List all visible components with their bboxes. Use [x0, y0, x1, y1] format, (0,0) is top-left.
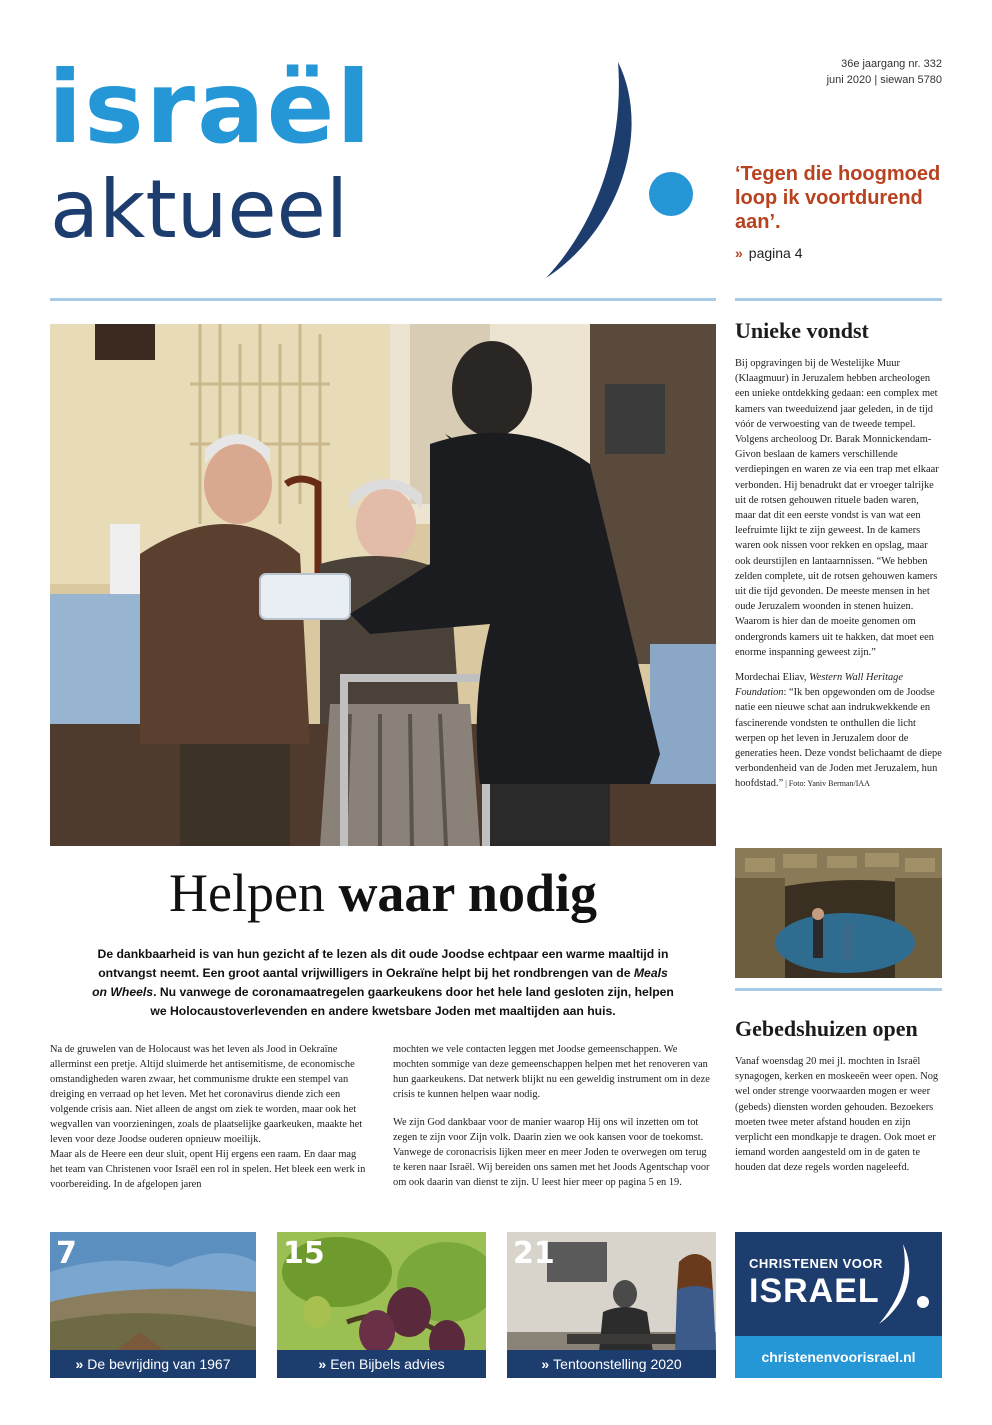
- main-photo-illustration: [50, 324, 716, 846]
- sidebar-article-vondst: [735, 356, 942, 802]
- issue-info: [827, 56, 942, 88]
- tile-caption[interactable]: [507, 1350, 716, 1378]
- tile-caption-label: De bevrijding van 1967: [87, 1356, 231, 1372]
- arrow-icon: »: [735, 245, 743, 261]
- article-paragraph: Maar als de Heere een deur sluit, opent Hij ergens een raam. En daar mag het team van Christenen voor Israël een rol in spelen. Het bleek een werk in voorbereiding. In de afgelopen jaren: [50, 1149, 366, 1190]
- promo-slash-icon: [875, 1242, 935, 1326]
- intro-part-1: De dankbaarheid is van hun gezicht af te lezen als dit oude Joodse echtpaar een warme maaltijd in ontvangst neemt. Een groot aantal vrijwilligers in Oekraïne helpt bij het rondbrengen van de: [97, 947, 669, 980]
- logo-slash-icon: [540, 60, 700, 282]
- intro-part-2: . Nu vanwege de coronamaatregelen gaarkeukens door het hele land gesloten zijn, helpen we Holocaustoverlevenden en andere kwetsbare Joden met maaltijden aan huis.: [150, 985, 674, 1018]
- headline-bold: waar nodig: [338, 863, 597, 923]
- tile-caption-label: Tentoonstelling 2020: [553, 1356, 682, 1372]
- promo-url[interactable]: christenenvoorisrael.nl: [735, 1336, 942, 1378]
- tile-caption-label: Een Bijbels advies: [330, 1356, 445, 1372]
- tile-caption[interactable]: [277, 1350, 486, 1378]
- article-paragraph: We zijn God dankbaar voor de manier waarop Hij ons wil inzetten om tot zegen te zijn voor Zijn volk. Daarin zien we ook kansen voor de toekomst. Vanwege de coronacrisis lijken meer en meer Joden te overwegen om terug te keren naar Israël. Wij bereiden ons samen met het Joods Agentschap voor om ook daarin van dienst te zijn. U leest hier meer op pagina 5 en 19.: [393, 1117, 710, 1188]
- divider-main: [50, 298, 716, 301]
- tile-page-number: 7: [56, 1236, 77, 1271]
- article-column-1: [50, 1042, 366, 1205]
- tile-page-number: 21: [513, 1236, 555, 1271]
- promo-christenen-voor-israel[interactable]: [735, 1232, 942, 1378]
- arrow-icon: »: [541, 1356, 550, 1372]
- intro-text: [90, 945, 676, 1021]
- teaser-page-label: pagina 4: [748, 245, 803, 261]
- quote-text: : “Ik ben opgewonden om de Joodse natie een nieuwe schat aan indrukwekkende en fascinerende vondsten te onthullen die licht werpen op het leven in Jeruzalem door de generaties heen. Deze vondst belichaamt de diepe verbondenheid van de Joden met Jeruzalem, hun hoofdstad.”: [735, 687, 942, 790]
- sidebar-paragraph: [735, 670, 942, 792]
- promo-line-2: ISRAEL: [749, 1272, 880, 1310]
- arrow-icon: »: [75, 1356, 84, 1372]
- divider-sidebar-2: [735, 988, 942, 991]
- issue-date: juni 2020 | siewan 5780: [826, 74, 942, 86]
- promo-line-1: CHRISTENEN VOOR: [749, 1256, 883, 1271]
- divider-sidebar: [735, 298, 942, 301]
- intro-emphasis: Meals on Wheels: [92, 966, 668, 999]
- quote-organisation: Western Wall Heritage Foundation: [735, 672, 903, 699]
- quote-author: Mordechai Eliav,: [735, 672, 810, 684]
- teaser-tile-tentoonstelling[interactable]: [507, 1232, 716, 1378]
- tile-page-number: 15: [283, 1236, 325, 1271]
- sidebar-heading-vondst: Unieke vondst: [735, 318, 869, 343]
- headline: [50, 863, 716, 923]
- teaser-page-link[interactable]: [735, 245, 803, 261]
- excavation-photo: [735, 848, 942, 978]
- issue-number: 36e jaargang nr. 332: [841, 58, 942, 70]
- teaser-quote: ‘Tegen die hoogmoed loop ik voortdurend aan’.: [735, 163, 941, 233]
- sidebar-paragraph: Bij opgravingen bij de Westelijke Muur (Klaagmuur) in Jeruzalem hebben archeologen een unieke ontdekking gedaan: een complex met kamers van tweeduizend jaar geleden, in de tijd vóór de verwoesting van de tweede tempel. Volgens archeoloog Dr. Barak Monnickendam-Givon beslaan de kamers verschillende verdiepingen en waren ze via een trap met elkaar verbonden. Hij benadrukt dat er vroeger talrijke uit de rotsen gehouwen rituele baden waren, maar dat dit een eerste vondst is van wat een leefruimte lijkt te zijn geweest. In de kamers waren ook nissen voor rekken en opslag, maar ook deurstijlen en lantaarnnissen. “We hebben zelden complete, uit de rotsen gehouwen kamers uit die tijd gevonden. De meeste mensen in het oude Jeruzalem woonden in stenen huizen. Waarom is hier dan de moeite genomen om ondergronds kamers uit te hakken, dat moet een enorme inspanning geweest zijn.”: [735, 358, 939, 658]
- article-column-2: [393, 1042, 715, 1203]
- sidebar-article-gebedshuizen: Vanaf woensdag 20 mei jl. mochten in Israël synagogen, kerken en moskeeën weer open. Nog wel onder strenge voorwaarden mogen er weer (gebeds) diensten worden gehouden. Bezoekers moeten twee meter afstand houden en zijn verplicht een mondkapje te dragen. Ook moet er iemand worden aangesteld om in de gaten te houden dat deze regels worden nageleefd.: [735, 1056, 939, 1174]
- article-paragraph: Na de gruwelen van de Holocaust was het leven als Jood in Oekraïne allerminst een pretje. Altijd sluimerde het antisemitisme, de economische omstandigheden waren zwaar, het communisme drukte een stempel van dreiging en verraad op het leven. Met het coronavirus diende zich een volgende crisis aan. Niet alleen de angst om ziek te worden, maar ook het wegvallen van voorzieningen, zoals de plaatselijke gaarkeuken, maakte het leven voor deze Joodse ouderen opnieuw moeilijk.: [50, 1044, 363, 1145]
- main-photo: [50, 324, 716, 846]
- arrow-icon: »: [318, 1356, 327, 1372]
- tile-caption[interactable]: [50, 1350, 256, 1378]
- headline-light: Helpen: [169, 863, 325, 923]
- photo-credit: | Foto: Yaniv Berman/IAA: [783, 779, 870, 789]
- article-paragraph: mochten we vele contacten leggen met Joodse gemeenschappen. We mochten sommige van deze gemeenschappen helpen met het renoveren van hun gaarkeukens. Dat netwerk blijkt nu een geweldig instrument om in deze crisis te kunnen helpen waar nodig.: [393, 1044, 710, 1100]
- logo-title-israel: israël: [48, 49, 373, 166]
- logo-title-aktueel: aktueel: [50, 163, 349, 256]
- teaser-tile-1967[interactable]: [50, 1232, 256, 1378]
- excavation-photo-illustration: [735, 848, 942, 978]
- teaser-tile-bijbels[interactable]: [277, 1232, 486, 1378]
- sidebar-heading-gebedshuizen: Gebedshuizen open: [735, 1016, 918, 1041]
